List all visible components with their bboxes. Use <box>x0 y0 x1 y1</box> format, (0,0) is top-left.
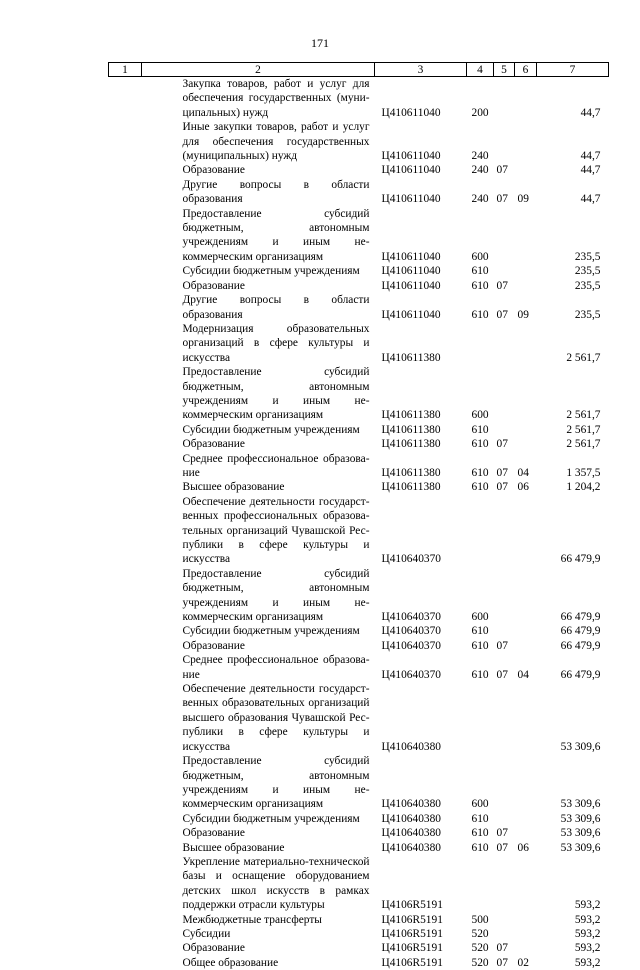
row-name-cell: Закупка товаров, работ и услуг для обеспечения государственных (муниципальных) нужд <box>142 77 375 121</box>
row-amount-cell: 593,2 <box>537 913 609 927</box>
column-header-4: 4 <box>467 63 494 77</box>
row-subsection-cell <box>515 927 537 941</box>
table-row <box>109 77 609 121</box>
row-name-cell: Субсидии бюджетным учреждениям <box>142 264 375 278</box>
table-row <box>109 279 609 293</box>
row-code-cell: Ц410611040 <box>375 264 467 278</box>
row-name-cell: Предоставление субсидий бюджетным, автономным учреждениям и иным некоммерческим организациям <box>142 207 375 265</box>
row-expense-type-cell: 610 <box>467 841 494 855</box>
row-expense-type-cell <box>467 855 494 913</box>
row-name-cell: Предоставление субсидий бюджетным, автономным учреждениям и иным некоммерческим организациям <box>142 365 375 423</box>
row-number-cell <box>109 293 142 322</box>
row-code-cell: Ц410611040 <box>375 207 467 265</box>
row-expense-type-cell: 520 <box>467 927 494 941</box>
row-name-cell: Иные закупки товаров, работ и услуг для обеспечения государственных (муниципальных) нужд <box>142 120 375 163</box>
row-number-cell <box>109 927 142 941</box>
row-subsection-cell <box>515 639 537 653</box>
table-row <box>109 855 609 913</box>
row-subsection-cell <box>515 812 537 826</box>
row-number-cell <box>109 826 142 840</box>
row-name-cell: Образование <box>142 826 375 840</box>
row-number-cell <box>109 812 142 826</box>
row-code-cell: Ц410640380 <box>375 754 467 812</box>
row-number-cell <box>109 423 142 437</box>
row-subsection-cell <box>515 855 537 913</box>
row-amount-cell: 66 479,9 <box>537 653 609 682</box>
table-row <box>109 682 609 754</box>
row-expense-type-cell <box>467 322 494 365</box>
row-section-cell: 07 <box>494 956 515 970</box>
row-expense-type-cell: 240 <box>467 163 494 177</box>
row-section-cell: 07 <box>494 178 515 207</box>
column-header-1: 1 <box>109 63 142 77</box>
row-section-cell: 07 <box>494 941 515 955</box>
row-code-cell: Ц410640380 <box>375 841 467 855</box>
row-section-cell: 07 <box>494 163 515 177</box>
row-subsection-cell <box>515 495 537 567</box>
table-row <box>109 293 609 322</box>
row-section-cell <box>494 264 515 278</box>
row-amount-cell: 53 309,6 <box>537 812 609 826</box>
table-row <box>109 754 609 812</box>
table-row <box>109 423 609 437</box>
row-number-cell <box>109 855 142 913</box>
row-expense-type-cell: 610 <box>467 293 494 322</box>
row-subsection-cell <box>515 423 537 437</box>
row-number-cell <box>109 956 142 970</box>
row-section-cell <box>494 207 515 265</box>
row-number-cell <box>109 322 142 365</box>
row-subsection-cell <box>515 163 537 177</box>
row-number-cell <box>109 163 142 177</box>
row-section-cell <box>494 927 515 941</box>
row-section-cell: 07 <box>494 480 515 494</box>
table-row <box>109 495 609 567</box>
row-number-cell <box>109 452 142 481</box>
row-subsection-cell: 04 <box>515 452 537 481</box>
table-row <box>109 365 609 423</box>
table-row <box>109 567 609 625</box>
row-subsection-cell: 06 <box>515 841 537 855</box>
table-row <box>109 956 609 970</box>
row-section-cell <box>494 77 515 121</box>
row-section-cell <box>494 322 515 365</box>
row-number-cell <box>109 639 142 653</box>
table-row <box>109 826 609 840</box>
row-expense-type-cell: 610 <box>467 812 494 826</box>
table-body <box>109 77 609 970</box>
row-subsection-cell <box>515 322 537 365</box>
row-code-cell: Ц4106R5191 <box>375 941 467 955</box>
table-row <box>109 913 609 927</box>
row-expense-type-cell: 240 <box>467 120 494 163</box>
column-header-2: 2 <box>142 63 375 77</box>
row-code-cell: Ц410611040 <box>375 163 467 177</box>
row-name-cell: Субсидии <box>142 927 375 941</box>
row-name-cell: Обеспечение деятельности государственных образовательных организаций высшего образования Чувашской Республики в сфере культуры и искусства <box>142 682 375 754</box>
row-number-cell <box>109 279 142 293</box>
row-section-cell: 07 <box>494 639 515 653</box>
column-header-5: 5 <box>494 63 515 77</box>
row-code-cell: Ц410611040 <box>375 77 467 121</box>
budget-table <box>108 62 609 970</box>
row-number-cell <box>109 120 142 163</box>
table-row <box>109 437 609 451</box>
row-expense-type-cell: 600 <box>467 754 494 812</box>
row-name-cell: Субсидии бюджетным учреждениям <box>142 423 375 437</box>
row-subsection-cell <box>515 207 537 265</box>
row-amount-cell: 44,7 <box>537 178 609 207</box>
row-amount-cell: 66 479,9 <box>537 624 609 638</box>
row-code-cell: Ц410611040 <box>375 293 467 322</box>
row-name-cell: Образование <box>142 437 375 451</box>
row-name-cell: Укрепление материально-технической базы и оснащение оборудованием детских школ искусств в рамках поддержки отрасли культуры <box>142 855 375 913</box>
row-code-cell: Ц410611380 <box>375 365 467 423</box>
row-code-cell: Ц410611380 <box>375 423 467 437</box>
row-section-cell <box>494 855 515 913</box>
row-number-cell <box>109 653 142 682</box>
row-subsection-cell <box>515 826 537 840</box>
row-subsection-cell <box>515 913 537 927</box>
row-amount-cell: 2 561,7 <box>537 322 609 365</box>
table-row <box>109 639 609 653</box>
row-number-cell <box>109 437 142 451</box>
row-expense-type-cell: 610 <box>467 480 494 494</box>
table-row <box>109 163 609 177</box>
row-name-cell: Среднее профессиональное образование <box>142 653 375 682</box>
row-subsection-cell <box>515 941 537 955</box>
row-section-cell <box>494 365 515 423</box>
row-section-cell <box>494 624 515 638</box>
row-subsection-cell <box>515 624 537 638</box>
row-number-cell <box>109 480 142 494</box>
table-row <box>109 207 609 265</box>
row-amount-cell: 235,5 <box>537 293 609 322</box>
row-amount-cell: 593,2 <box>537 956 609 970</box>
row-section-cell <box>494 682 515 754</box>
row-amount-cell: 1 204,2 <box>537 480 609 494</box>
row-number-cell <box>109 754 142 812</box>
row-name-cell: Образование <box>142 639 375 653</box>
row-expense-type-cell: 610 <box>467 437 494 451</box>
row-expense-type-cell: 520 <box>467 941 494 955</box>
row-number-cell <box>109 941 142 955</box>
row-subsection-cell <box>515 437 537 451</box>
row-number-cell <box>109 365 142 423</box>
row-subsection-cell <box>515 77 537 121</box>
column-header-7: 7 <box>537 63 609 77</box>
row-subsection-cell <box>515 567 537 625</box>
row-amount-cell: 53 309,6 <box>537 841 609 855</box>
row-code-cell: Ц410640370 <box>375 639 467 653</box>
row-code-cell: Ц410640370 <box>375 653 467 682</box>
row-amount-cell: 53 309,6 <box>537 754 609 812</box>
row-name-cell: Образование <box>142 163 375 177</box>
row-number-cell <box>109 841 142 855</box>
row-section-cell <box>494 754 515 812</box>
row-code-cell: Ц410611040 <box>375 178 467 207</box>
row-amount-cell: 2 561,7 <box>537 365 609 423</box>
row-expense-type-cell: 200 <box>467 77 494 121</box>
row-code-cell: Ц410640380 <box>375 812 467 826</box>
row-amount-cell: 593,2 <box>537 855 609 913</box>
row-expense-type-cell: 610 <box>467 639 494 653</box>
row-amount-cell: 53 309,6 <box>537 826 609 840</box>
row-number-cell <box>109 495 142 567</box>
row-code-cell: Ц410611040 <box>375 120 467 163</box>
row-section-cell <box>494 120 515 163</box>
row-name-cell: Субсидии бюджетным учреждениям <box>142 812 375 826</box>
row-expense-type-cell: 610 <box>467 653 494 682</box>
row-amount-cell: 44,7 <box>537 77 609 121</box>
row-section-cell: 07 <box>494 826 515 840</box>
row-number-cell <box>109 567 142 625</box>
row-subsection-cell: 09 <box>515 178 537 207</box>
table-row <box>109 322 609 365</box>
row-amount-cell: 1 357,5 <box>537 452 609 481</box>
row-code-cell: Ц4106R5191 <box>375 913 467 927</box>
row-code-cell: Ц4106R5191 <box>375 927 467 941</box>
row-code-cell: Ц410640380 <box>375 826 467 840</box>
row-name-cell: Предоставление субсидий бюджетным, автономным учреждениям и иным некоммерческим организациям <box>142 567 375 625</box>
row-amount-cell: 2 561,7 <box>537 423 609 437</box>
row-expense-type-cell <box>467 682 494 754</box>
row-code-cell: Ц4106R5191 <box>375 855 467 913</box>
row-subsection-cell: 04 <box>515 653 537 682</box>
row-subsection-cell <box>515 365 537 423</box>
row-code-cell: Ц410640370 <box>375 495 467 567</box>
row-amount-cell: 66 479,9 <box>537 567 609 625</box>
row-number-cell <box>109 178 142 207</box>
row-name-cell: Общее образование <box>142 956 375 970</box>
row-section-cell <box>494 495 515 567</box>
column-header-3: 3 <box>375 63 467 77</box>
row-subsection-cell <box>515 279 537 293</box>
row-amount-cell: 593,2 <box>537 927 609 941</box>
row-code-cell: Ц410640370 <box>375 624 467 638</box>
row-expense-type-cell: 240 <box>467 178 494 207</box>
row-expense-type-cell <box>467 495 494 567</box>
row-amount-cell: 235,5 <box>537 207 609 265</box>
row-expense-type-cell: 600 <box>467 365 494 423</box>
row-amount-cell: 44,7 <box>537 163 609 177</box>
table-row <box>109 841 609 855</box>
row-number-cell <box>109 624 142 638</box>
row-expense-type-cell: 520 <box>467 956 494 970</box>
row-subsection-cell: 09 <box>515 293 537 322</box>
row-name-cell: Образование <box>142 279 375 293</box>
row-expense-type-cell: 600 <box>467 207 494 265</box>
table-row <box>109 264 609 278</box>
table-row <box>109 480 609 494</box>
row-subsection-cell <box>515 754 537 812</box>
row-name-cell: Межбюджетные трансферты <box>142 913 375 927</box>
row-section-cell <box>494 913 515 927</box>
row-expense-type-cell: 610 <box>467 279 494 293</box>
row-subsection-cell: 06 <box>515 480 537 494</box>
row-name-cell: Модернизация образовательных организаций в сфере культуры и искусства <box>142 322 375 365</box>
row-section-cell <box>494 423 515 437</box>
row-expense-type-cell: 610 <box>467 264 494 278</box>
row-expense-type-cell: 500 <box>467 913 494 927</box>
table-row <box>109 927 609 941</box>
page-number: 171 <box>0 36 640 51</box>
row-subsection-cell <box>515 120 537 163</box>
row-code-cell: Ц410611040 <box>375 279 467 293</box>
row-section-cell <box>494 567 515 625</box>
row-code-cell: Ц4106R5191 <box>375 956 467 970</box>
row-code-cell: Ц410611380 <box>375 322 467 365</box>
row-code-cell: Ц410611380 <box>375 437 467 451</box>
row-name-cell: Обеспечение деятельности государственных профессиональных образовательных организаций Чувашской Республики в сфере культуры и искусства <box>142 495 375 567</box>
row-section-cell: 07 <box>494 437 515 451</box>
row-amount-cell: 66 479,9 <box>537 495 609 567</box>
table-row <box>109 941 609 955</box>
row-amount-cell: 44,7 <box>537 120 609 163</box>
row-code-cell: Ц410640370 <box>375 567 467 625</box>
row-section-cell: 07 <box>494 279 515 293</box>
row-amount-cell: 235,5 <box>537 279 609 293</box>
row-expense-type-cell: 600 <box>467 567 494 625</box>
row-amount-cell: 53 309,6 <box>537 682 609 754</box>
row-subsection-cell <box>515 682 537 754</box>
table-row <box>109 624 609 638</box>
row-amount-cell: 235,5 <box>537 264 609 278</box>
row-section-cell: 07 <box>494 293 515 322</box>
row-amount-cell: 66 479,9 <box>537 639 609 653</box>
table-row <box>109 452 609 481</box>
column-header-6: 6 <box>515 63 537 77</box>
table-header-row <box>109 63 609 77</box>
row-name-cell: Образование <box>142 941 375 955</box>
row-expense-type-cell: 610 <box>467 423 494 437</box>
row-name-cell: Другие вопросы в области образования <box>142 293 375 322</box>
row-name-cell: Предоставление субсидий бюджетным, автономным учреждениям и иным некоммерческим организациям <box>142 754 375 812</box>
row-name-cell: Среднее профессиональное образование <box>142 452 375 481</box>
row-subsection-cell <box>515 264 537 278</box>
row-section-cell: 07 <box>494 653 515 682</box>
row-name-cell: Высшее образование <box>142 841 375 855</box>
table-row <box>109 812 609 826</box>
row-code-cell: Ц410611380 <box>375 452 467 481</box>
table-row <box>109 178 609 207</box>
row-number-cell <box>109 913 142 927</box>
table-row <box>109 120 609 163</box>
row-expense-type-cell: 610 <box>467 624 494 638</box>
row-expense-type-cell: 610 <box>467 452 494 481</box>
row-number-cell <box>109 207 142 265</box>
row-amount-cell: 593,2 <box>537 941 609 955</box>
row-name-cell: Высшее образование <box>142 480 375 494</box>
row-subsection-cell: 02 <box>515 956 537 970</box>
table-row <box>109 653 609 682</box>
row-number-cell <box>109 682 142 754</box>
row-code-cell: Ц410611380 <box>375 480 467 494</box>
row-number-cell <box>109 77 142 121</box>
row-code-cell: Ц410640380 <box>375 682 467 754</box>
row-expense-type-cell: 610 <box>467 826 494 840</box>
row-amount-cell: 2 561,7 <box>537 437 609 451</box>
row-section-cell <box>494 812 515 826</box>
row-section-cell: 07 <box>494 452 515 481</box>
row-name-cell: Другие вопросы в области образования <box>142 178 375 207</box>
row-name-cell: Субсидии бюджетным учреждениям <box>142 624 375 638</box>
row-number-cell <box>109 264 142 278</box>
row-section-cell: 07 <box>494 841 515 855</box>
